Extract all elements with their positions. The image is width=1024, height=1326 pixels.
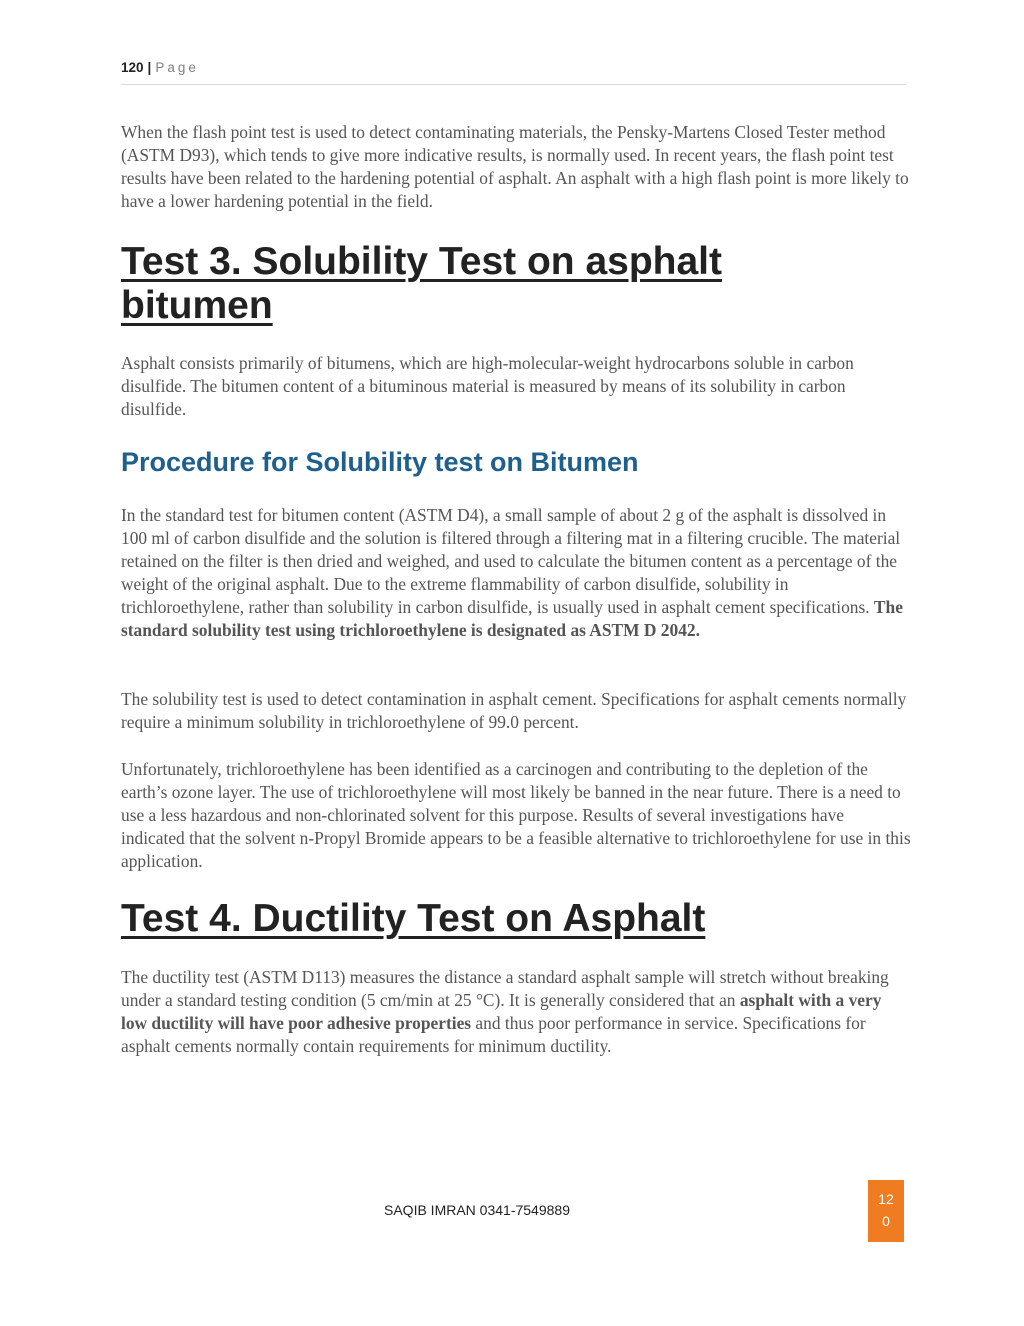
paragraph-trichloroethylene: Unfortunately, trichloroethylene has been identified as a carcinogen and contributing to the depletion of the earth’s ozone layer. The use of trichloroethylene will most likely be banned in the near future. There is a need to use a less hazardous and non-chlorinated solvent for this purpose. Results of several investigations have indicated that the solvent n-Propyl Bromide appears to be a feasible alternative to trichloroethylene for use in this application. [121, 759, 911, 871]
paragraph-contamination: The solubility test is used to detect contamination in asphalt cement. Specifications for asphalt cements normally require a minimum solubility in trichloroethylene of 99.0 percent. [121, 689, 907, 732]
paragraph-asphalt-bitumens: Asphalt consists primarily of bitumens, which are high-molecular-weight hydrocarbons soluble in carbon disulfide. The bitumen content of a bituminous material is measured by means of its solubility in carbon disulfide. [121, 353, 854, 419]
header-separator: | [147, 60, 152, 75]
heading-test-3: Test 3. Solubility Test on asphalt bitumen [121, 240, 722, 327]
header-page-label: Page [155, 60, 199, 75]
paragraph-standard-test [121, 504, 911, 642]
footer-author: SAQIB IMRAN 0341-7549889 [384, 1202, 570, 1218]
paragraph-ductility-text-a: The ductility test (ASTM D113) measures the distance a standard asphalt sample will stretch without breaking under a standard testing condition (5 cm/min at 25 °C). It is generally considered that an [121, 967, 889, 1010]
paragraph-ductility-text-b: and thus poor performance in service. Specifications for asphalt cements normally contain requirements for minimum ductility. [121, 1013, 866, 1056]
heading-procedure: Procedure for Solubility test on Bitumen [121, 447, 639, 477]
paragraph-ductility [121, 966, 911, 1058]
header-page-number: 120 [121, 60, 144, 75]
paragraph-standard-test-bold: The standard solubility test using trichloroethylene is designated as ASTM D 2042. [121, 597, 903, 640]
page-box-line-1: 12 [878, 1191, 894, 1207]
heading-test-4: Test 4. Ductility Test on Asphalt [121, 897, 706, 940]
paragraph-ductility-bold: asphalt with a very low ductility will have poor adhesive properties [121, 990, 882, 1033]
paragraph-standard-test-text: In the standard test for bitumen content (ASTM D4), a small sample of about 2 g of the asphalt is dissolved in 100 ml of carbon disulfide and the solution is filtered through a filtering mat in a filtering crucible. The material retained on the filter is then dried and weighed, and used to calculate the bitumen content as a percentage of the weight of the original asphalt. Due to the extreme flammability of carbon disulfide, solubility in trichloroethylene, rather than solubility in carbon disulfide, is usually used in asphalt cement specifications. [121, 505, 901, 617]
paragraph-flash-point: When the flash point test is used to detect contaminating materials, the Pensky-Martens Closed Tester method (ASTM D93), which tends to give more indicative results, is normally used. In recent years, the flash point test results have been related to the hardening potential of asphalt. An asphalt with a high flash point is more likely to have a lower hardening potential in the field. [121, 122, 909, 211]
page-header [121, 60, 906, 85]
footer-page-number-box [868, 1180, 904, 1242]
page-box-line-2: 0 [882, 1213, 890, 1229]
